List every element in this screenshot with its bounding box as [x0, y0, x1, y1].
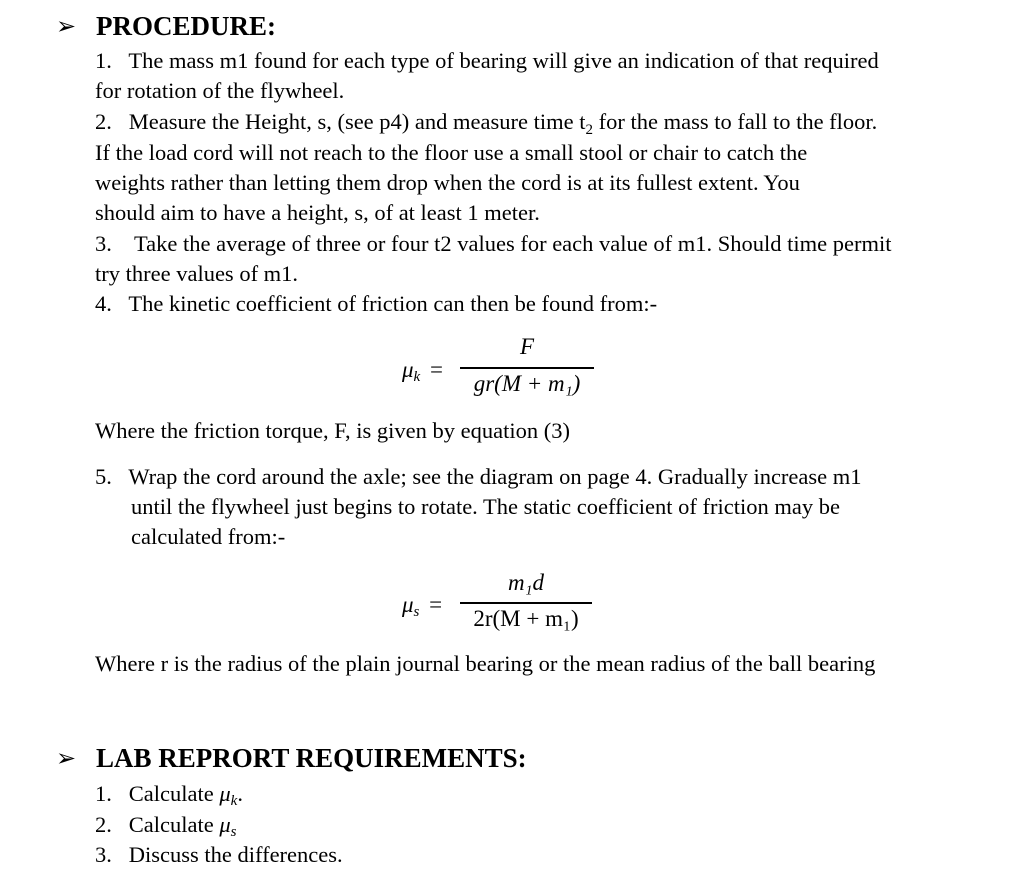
mu-symbol: μ	[219, 781, 231, 806]
procedure-item-3-continuation: try three values of m1.	[95, 261, 299, 286]
item-number: 5.	[95, 464, 112, 489]
item-text: Wrap the cord around the axle; see the diagram on page 4. Gradually increase m1	[128, 464, 862, 489]
item-text: Calculate	[128, 812, 220, 837]
lab-report-bullet-icon: ➢	[56, 746, 77, 772]
mu-symbol: μ	[219, 812, 231, 837]
subscript: k	[230, 793, 238, 809]
subscript: 2	[585, 122, 593, 138]
radius-note: Where r is the radius of the plain journal bearing or the mean radius of the ball bearing	[95, 651, 876, 676]
procedure-item-5	[95, 463, 862, 491]
item-text: Measure the Height, s, (see p4) and measure time t	[128, 109, 586, 134]
procedure-item-2-line-2: If the load cord will not reach to the floor use a small stool or chair to catch the	[95, 140, 808, 165]
item-number: 3.	[95, 842, 112, 867]
procedure-item-1	[95, 47, 879, 75]
fraction-bar	[460, 602, 592, 604]
item-number: 4.	[95, 291, 112, 316]
equation-fraction	[460, 330, 594, 400]
lab-report-item-1	[95, 780, 243, 815]
fraction-numerator: F	[519, 334, 535, 359]
item-text: The kinetic coefficient of friction can then be found from:-	[128, 291, 658, 316]
lab-report-heading: LAB REPRORT REQUIREMENTS:	[96, 743, 527, 773]
equation-lhs: $\mu_s$ =	[402, 592, 443, 620]
item-text: Take the average of three or four t2 values for each value of m1. Should time permit	[133, 231, 892, 256]
item-number: 2.	[95, 812, 112, 837]
procedure-item-2-line-4: should aim to have a height, s, of at least 1 meter.	[95, 200, 540, 225]
equation-fraction	[460, 566, 592, 636]
friction-torque-note: Where the friction torque, F, is given by equation (3)	[95, 418, 570, 443]
fraction-denominator: 2r(M + m₁)	[473, 606, 579, 631]
procedure-item-4	[95, 290, 657, 318]
procedure-item-2-line-3: weights rather than letting them drop when the cord is at its fullest extent. You	[95, 170, 800, 195]
procedure-item-2	[95, 108, 877, 139]
procedure-item-1-continuation: for rotation of the flywheel.	[95, 78, 345, 103]
equation-lhs: $\mu_k$ =	[402, 357, 443, 385]
item-text: Calculate	[128, 781, 220, 806]
fraction-denominator: gr(M + m₁)	[473, 371, 581, 396]
item-text: for the mass to fall to the floor.	[592, 109, 878, 134]
item-number: 1.	[95, 781, 112, 806]
procedure-item-3	[95, 230, 892, 258]
procedure-bullet-icon: ➢	[56, 14, 77, 40]
lab-report-item-3	[95, 841, 343, 869]
item-number: 2.	[95, 109, 112, 134]
procedure-heading: PROCEDURE:	[96, 11, 276, 41]
suffix: .	[237, 781, 243, 806]
item-text: The mass m1 found for each type of bearing will give an indication of that required	[128, 48, 879, 73]
procedure-item-5-line-2: until the flywheel just begins to rotate. The static coefficient of friction may be	[131, 494, 840, 519]
item-number: 1.	[95, 48, 112, 73]
item-text: Discuss the differences.	[128, 842, 343, 867]
item-number: 3.	[95, 231, 112, 256]
procedure-item-5-line-3: calculated from:-	[131, 524, 286, 549]
subscript: s	[230, 824, 237, 840]
fraction-numerator: m₁d	[507, 570, 545, 595]
fraction-bar	[460, 367, 594, 369]
